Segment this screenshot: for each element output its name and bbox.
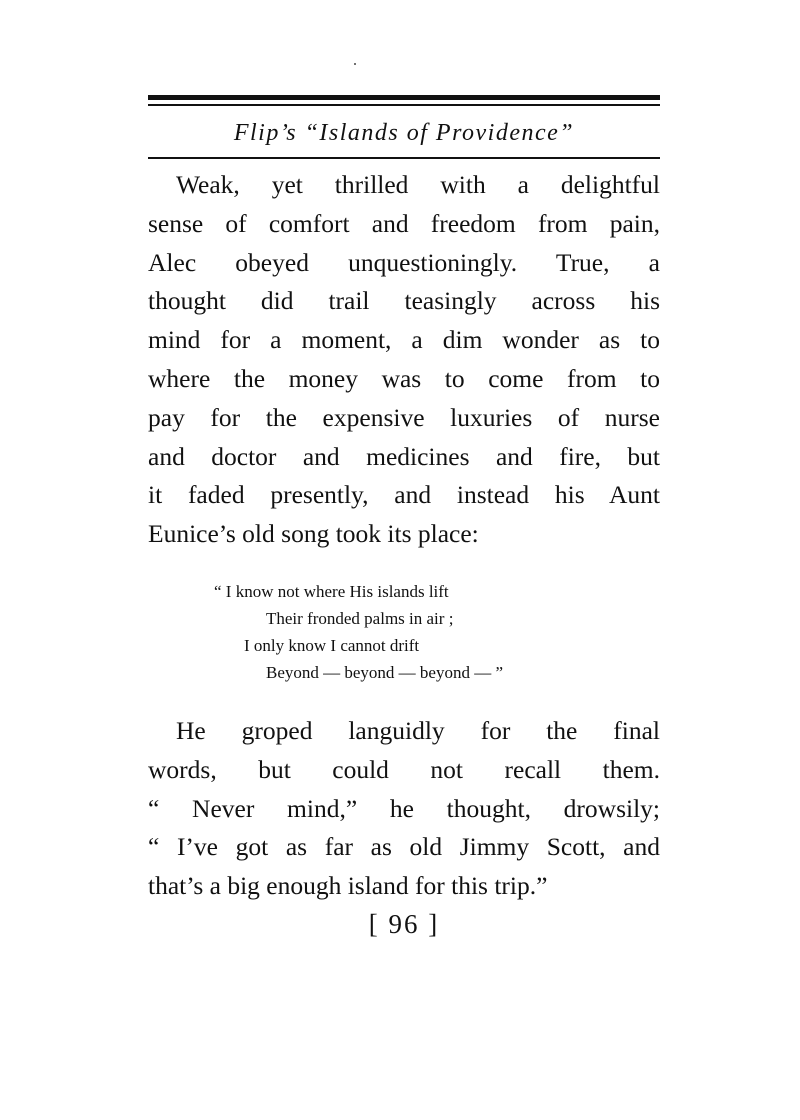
verse-quotation [148,578,660,686]
text-line: words, but could not recall them. [148,754,660,784]
text-line: “ Never mind,” he thought, drowsily; [148,793,660,823]
verse-line: Beyond — beyond — beyond — ” [266,663,504,682]
running-head: Flip’s “Islands of Providence” [233,120,575,146]
text-line: thought did trail teasingly across his [148,286,660,316]
text-line: that’s a big enough island for this trip.” [148,871,548,901]
print-speck [354,63,356,65]
text-line: He groped languidly for the final [176,716,660,745]
verse-line: Their fronded palms in air ; [266,609,454,628]
paragraph-1 [148,166,660,554]
verse-line: “ I know not where His islands lift [214,582,449,601]
header-rule-bottom [148,157,660,159]
header-rule-thin [148,104,660,106]
text-line: Alec obeyed unquestioningly. True, a [148,247,660,277]
text-line: where the money was to come from to [148,363,660,393]
text-line: pay for the expensive luxuries of nurse [148,402,660,432]
paragraph-2 [148,712,660,906]
verse-line: I only know I cannot drift [244,636,420,655]
page-number: [ 96 ] [368,909,440,939]
text-line: Eunice’s old song took its place: [148,519,479,549]
text-line: Weak, yet thrilled with a delightful [176,170,660,199]
text-line: mind for a moment, a dim wonder as to [148,325,660,355]
header-rule-thick [148,95,660,100]
text-line: sense of comfort and freedom from pain, [148,208,660,238]
text-line: “ I’ve got as far as old Jimmy Scott, and [148,832,660,862]
text-line: and doctor and medicines and fire, but [148,441,660,471]
text-line: it faded presently, and instead his Aunt [148,480,660,510]
